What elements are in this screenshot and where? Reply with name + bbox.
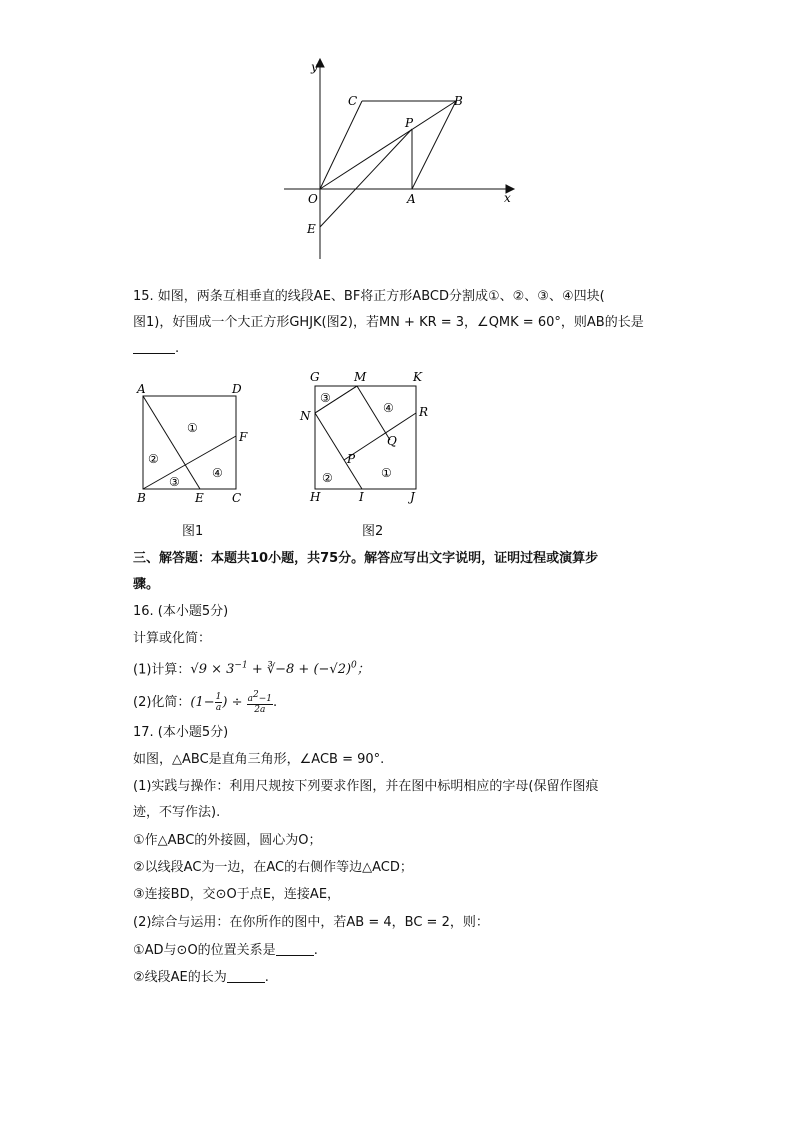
label-b: B — [454, 94, 463, 108]
label-c: C — [232, 491, 242, 505]
label-n: N — [300, 409, 311, 423]
q17-answer2-prefix: ②线段AE的长为 — [133, 970, 227, 985]
label-r: R — [419, 405, 429, 419]
answer-blank[interactable] — [276, 941, 314, 956]
q17-answer2 — [133, 968, 269, 988]
q17-answer1-prefix: ①AD与⊙O的位置关系是 — [133, 943, 276, 958]
q16-part1-prefix: (1)计算： — [133, 662, 191, 678]
region-4: ④ — [383, 401, 394, 415]
region-4: ④ — [212, 466, 223, 480]
segment-ob — [320, 101, 456, 189]
segment-ep — [320, 129, 412, 227]
label-g: G — [310, 370, 320, 384]
region-2: ② — [148, 452, 159, 466]
figure-2-caption: 图2 — [362, 524, 384, 539]
figure-1 — [133, 378, 258, 508]
answer-blank[interactable] — [133, 339, 175, 354]
period: . — [175, 341, 180, 356]
label-e: E — [307, 222, 316, 236]
section3-line2: 骤。 — [133, 577, 160, 592]
region-1: ① — [187, 421, 198, 435]
label-p: P — [405, 116, 414, 130]
region-1: ① — [381, 466, 392, 480]
region-3: ③ — [169, 475, 180, 489]
region-3: ③ — [320, 391, 331, 405]
q17-header: 17. (本小题5分) — [133, 725, 229, 740]
q17-step2: ②以线段AC为一边，在AC的右侧作等边△ACD； — [133, 860, 413, 875]
label-f: F — [239, 430, 248, 444]
q17-part2: (2)综合与运用：在你所作的图中，若AB = 4，BC = 2，则： — [133, 915, 489, 930]
label-y: y — [311, 60, 318, 74]
label-x: x — [504, 191, 511, 205]
label-a: A — [407, 192, 416, 206]
label-o: O — [308, 192, 318, 206]
period: . — [264, 970, 269, 985]
label-m: M — [354, 370, 367, 384]
label-h: H — [310, 490, 321, 504]
region-2: ② — [322, 471, 333, 485]
q16-intro: 计算或化简： — [133, 631, 212, 646]
q15-line2: 图1)，好围成一个大正方形GHJK(图2)，若MN + KR = 3，∠QMK = 60°，则AB的长是 — [133, 315, 644, 330]
label-q: Q — [387, 434, 397, 448]
label-j: J — [410, 490, 415, 504]
q17-step1: ①作△ABC的外接圆，圆心为O； — [133, 833, 322, 848]
figure-1-caption: 图1 — [182, 524, 204, 539]
q17-intro: 如图，△ABC是直角三角形，∠ACB = 90°. — [133, 752, 385, 767]
q16-part1-expression: $√9 \times 3^{-1}$ + ∛−8 + $(-√2)^0$； — [190, 661, 370, 678]
q17-answer1 — [133, 941, 318, 961]
q15-line1: 15. 如图，两条互相垂直的线段AE、BF将正方形ABCD分割成①、②、③、④四块( — [133, 289, 605, 304]
period: . — [313, 943, 318, 958]
label-c: C — [348, 94, 358, 108]
label-p: P — [347, 452, 356, 466]
coordinate-figure — [278, 55, 518, 265]
q17-part1-line1: (1)实践与操作：利用尺规按下列要求作图，并在图中标明相应的字母(保留作图痕 — [133, 779, 599, 794]
label-e: E — [195, 491, 204, 505]
label-b: B — [137, 491, 146, 505]
label-a: A — [137, 382, 146, 396]
label-k: K — [413, 370, 422, 384]
label-d: D — [232, 382, 242, 396]
q17-step3: ③连接BD，交⊙O于点E，连接AE， — [133, 887, 341, 902]
q16-part1 — [133, 656, 370, 680]
period: . — [273, 695, 278, 710]
figure-2 — [295, 368, 445, 508]
q16-part2 — [133, 690, 277, 715]
q16-part2-expression: (1− $\frac{1}{a}$ ) ÷ $\frac{a^2-1}{2a}$ — [190, 690, 273, 715]
q15-line3 — [133, 339, 179, 359]
q17-part1-line2: 迹，不写作法). — [133, 805, 221, 820]
q16-part2-prefix: (2)化简： — [133, 695, 191, 710]
answer-blank[interactable] — [227, 968, 265, 983]
section3-line1: 三、解答题：本题共10小题，共75分。解答应写出文字说明，证明过程或演算步 — [133, 551, 599, 566]
q16-header: 16. (本小题5分) — [133, 604, 229, 619]
label-i: I — [359, 490, 364, 504]
segment-ab — [412, 101, 456, 189]
